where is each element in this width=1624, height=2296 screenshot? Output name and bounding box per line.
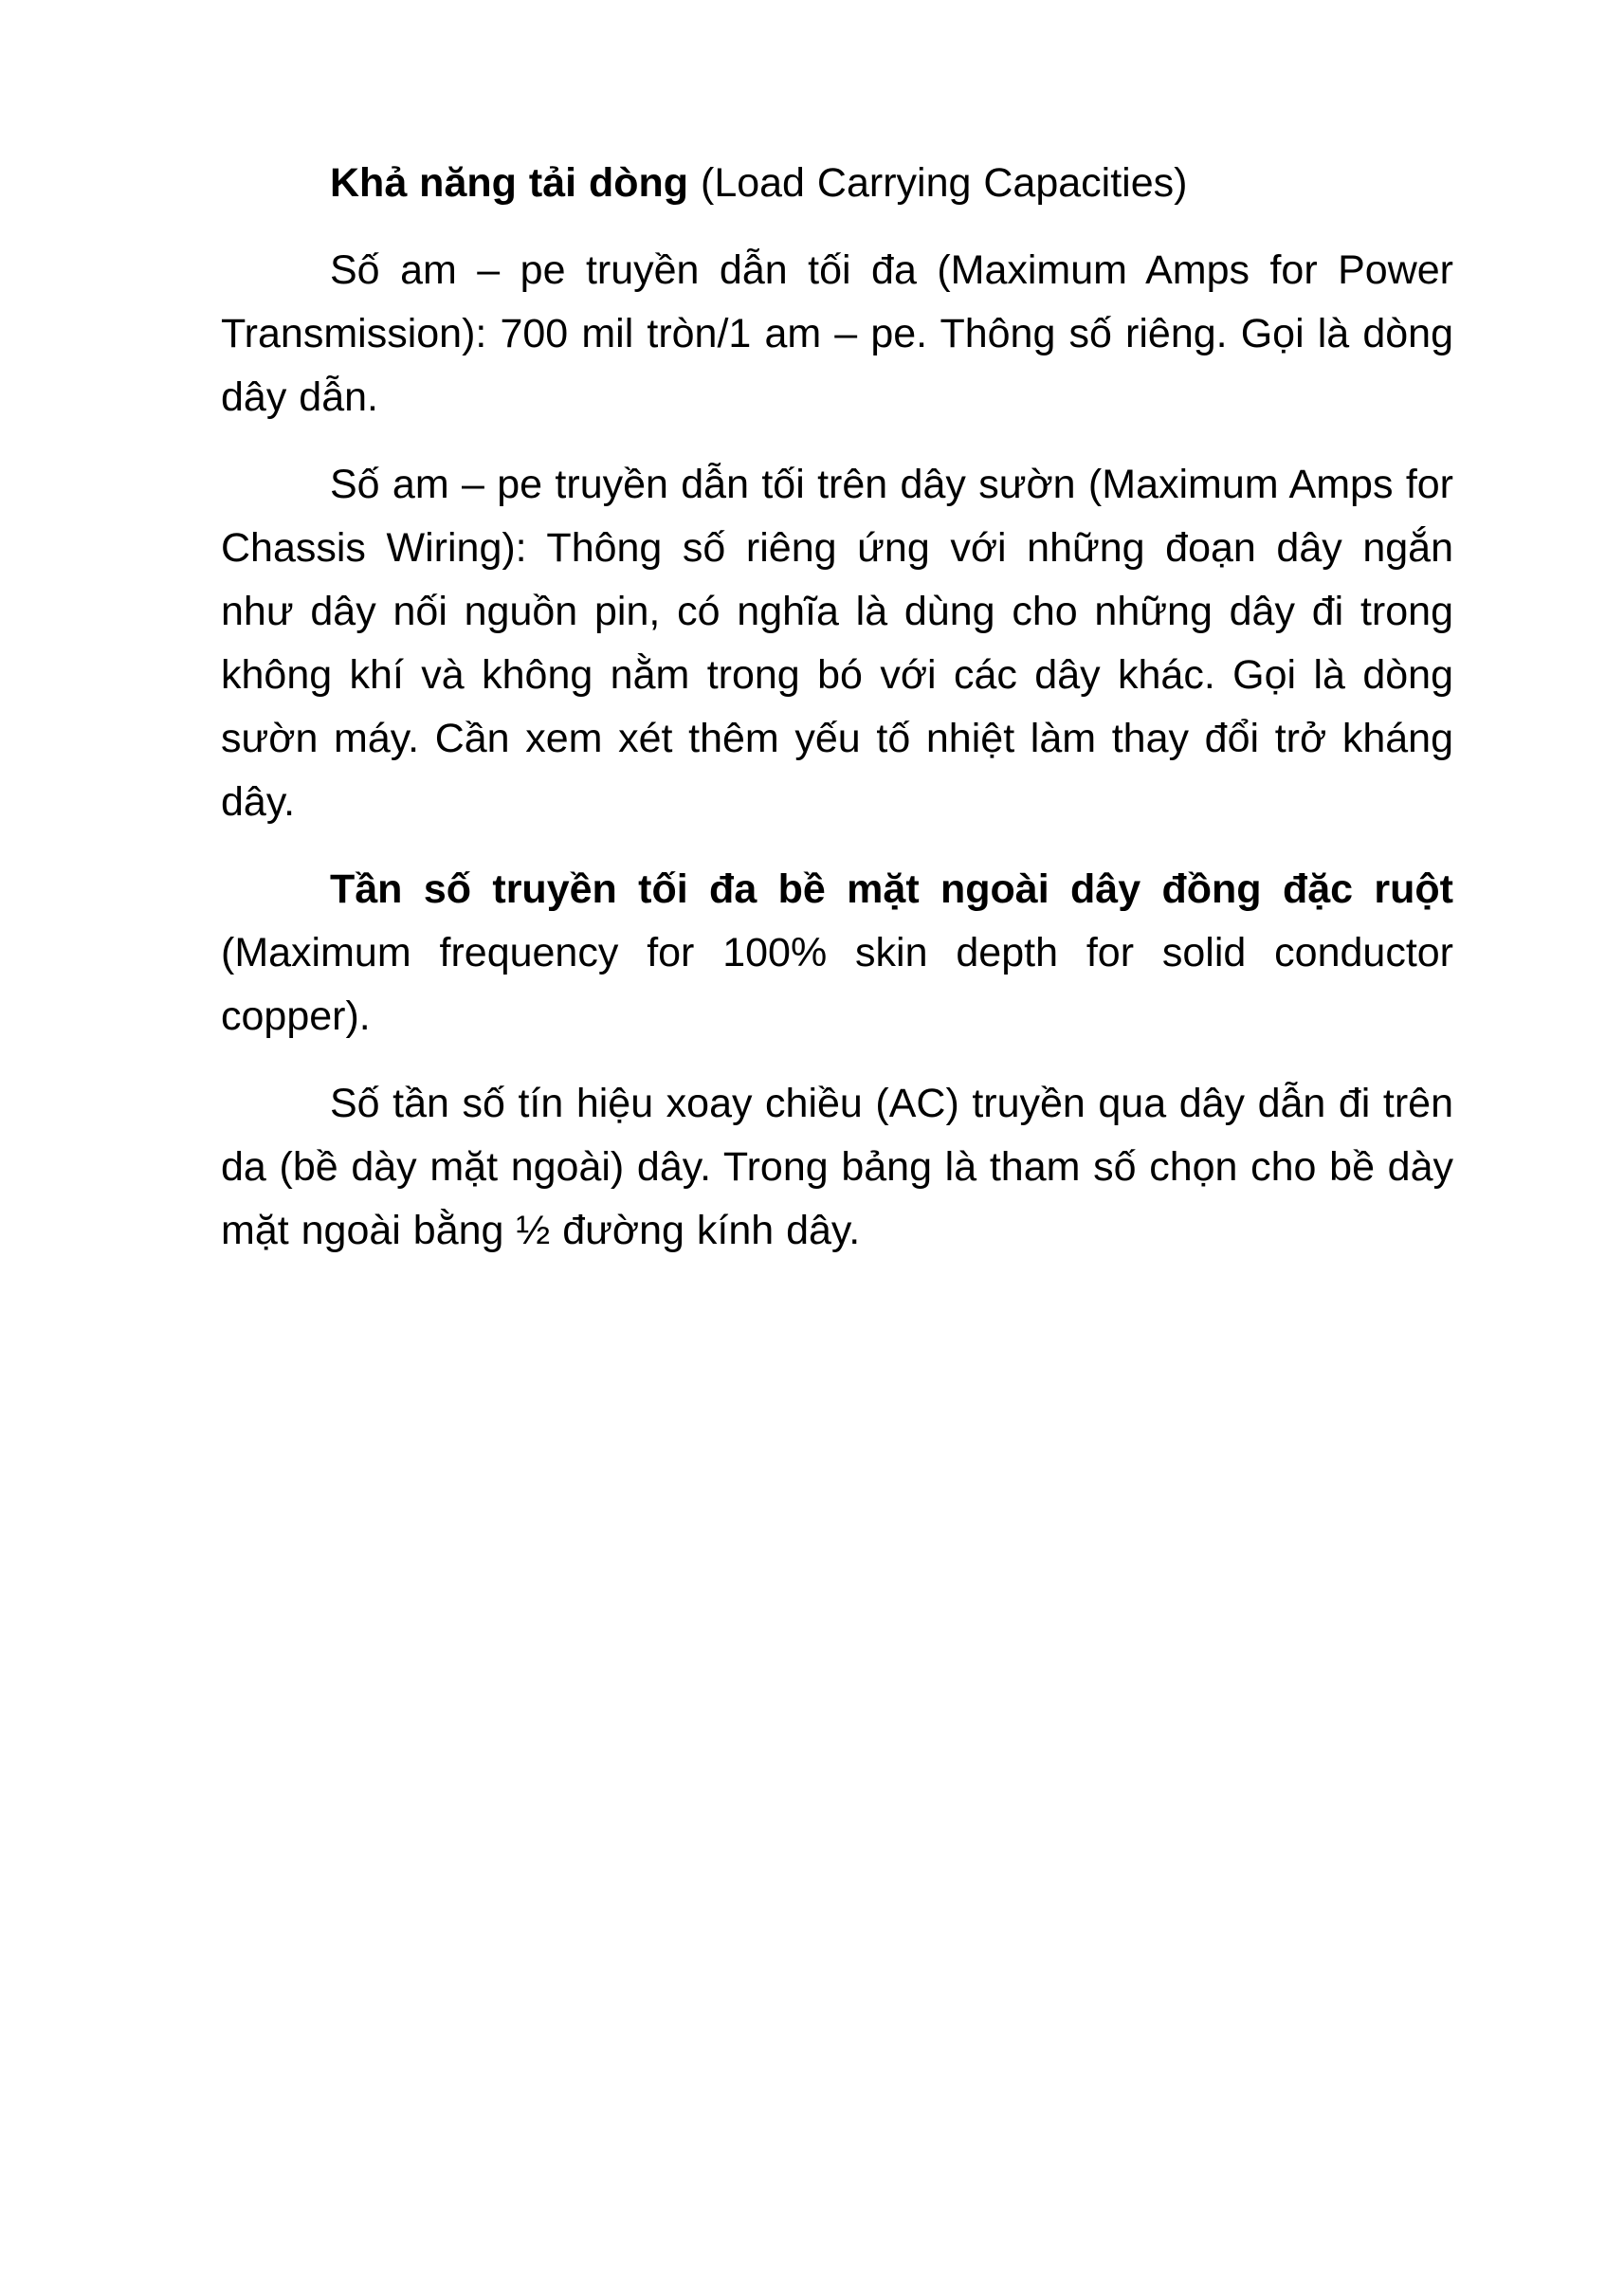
heading-bold-text: Khả năng tải dòng [330,160,689,206]
paragraph-max-frequency-skin-depth [221,858,1453,1048]
document-content [221,152,1453,1286]
paragraph-3-bold-text: Tần số truyền tối đa bề mặt ngoài dây đồng đặc ruột [330,866,1453,912]
heading-regular-text: (Load Carrying Capacities) [688,160,1188,206]
paragraph-1-regular-text: Số am – pe truyền dẫn tối đa (Maximum Amps for Power Transmission): 700 mil tròn/1 am – pe. Thông số riêng. Gọi là dòng dây dẫn. [221,247,1453,420]
heading-paragraph [221,152,1453,215]
paragraph-max-amps-chassis [221,453,1453,834]
paragraph-3-regular-text: (Maximum frequency for 100% skin depth for solid conductor copper). [221,930,1453,1039]
paragraph-ac-signal-skin [221,1072,1453,1263]
paragraph-2-regular-text: Số am – pe truyền dẫn tối trên dây sườn (Maximum Amps for Chassis Wiring): Thông số riêng ứng với những đoạn dây ngắn như dây nối nguồn pin, có nghĩa là dùng cho những dây đi trong không khí và không nằm trong bó với các dây khác. Gọi là dòng sườn máy. Cần xem xét thêm yếu tố nhiệt làm thay đổi trở kháng dây. [221,462,1453,825]
paragraph-max-amps-power [221,239,1453,429]
paragraph-4-regular-text: Số tần số tín hiệu xoay chiều (AC) truyền qua dây dẫn đi trên da (bề dày mặt ngoài) dây. Trong bảng là tham số chọn cho bề dày mặt ngoài bằng ½ đường kính dây. [221,1081,1453,1253]
